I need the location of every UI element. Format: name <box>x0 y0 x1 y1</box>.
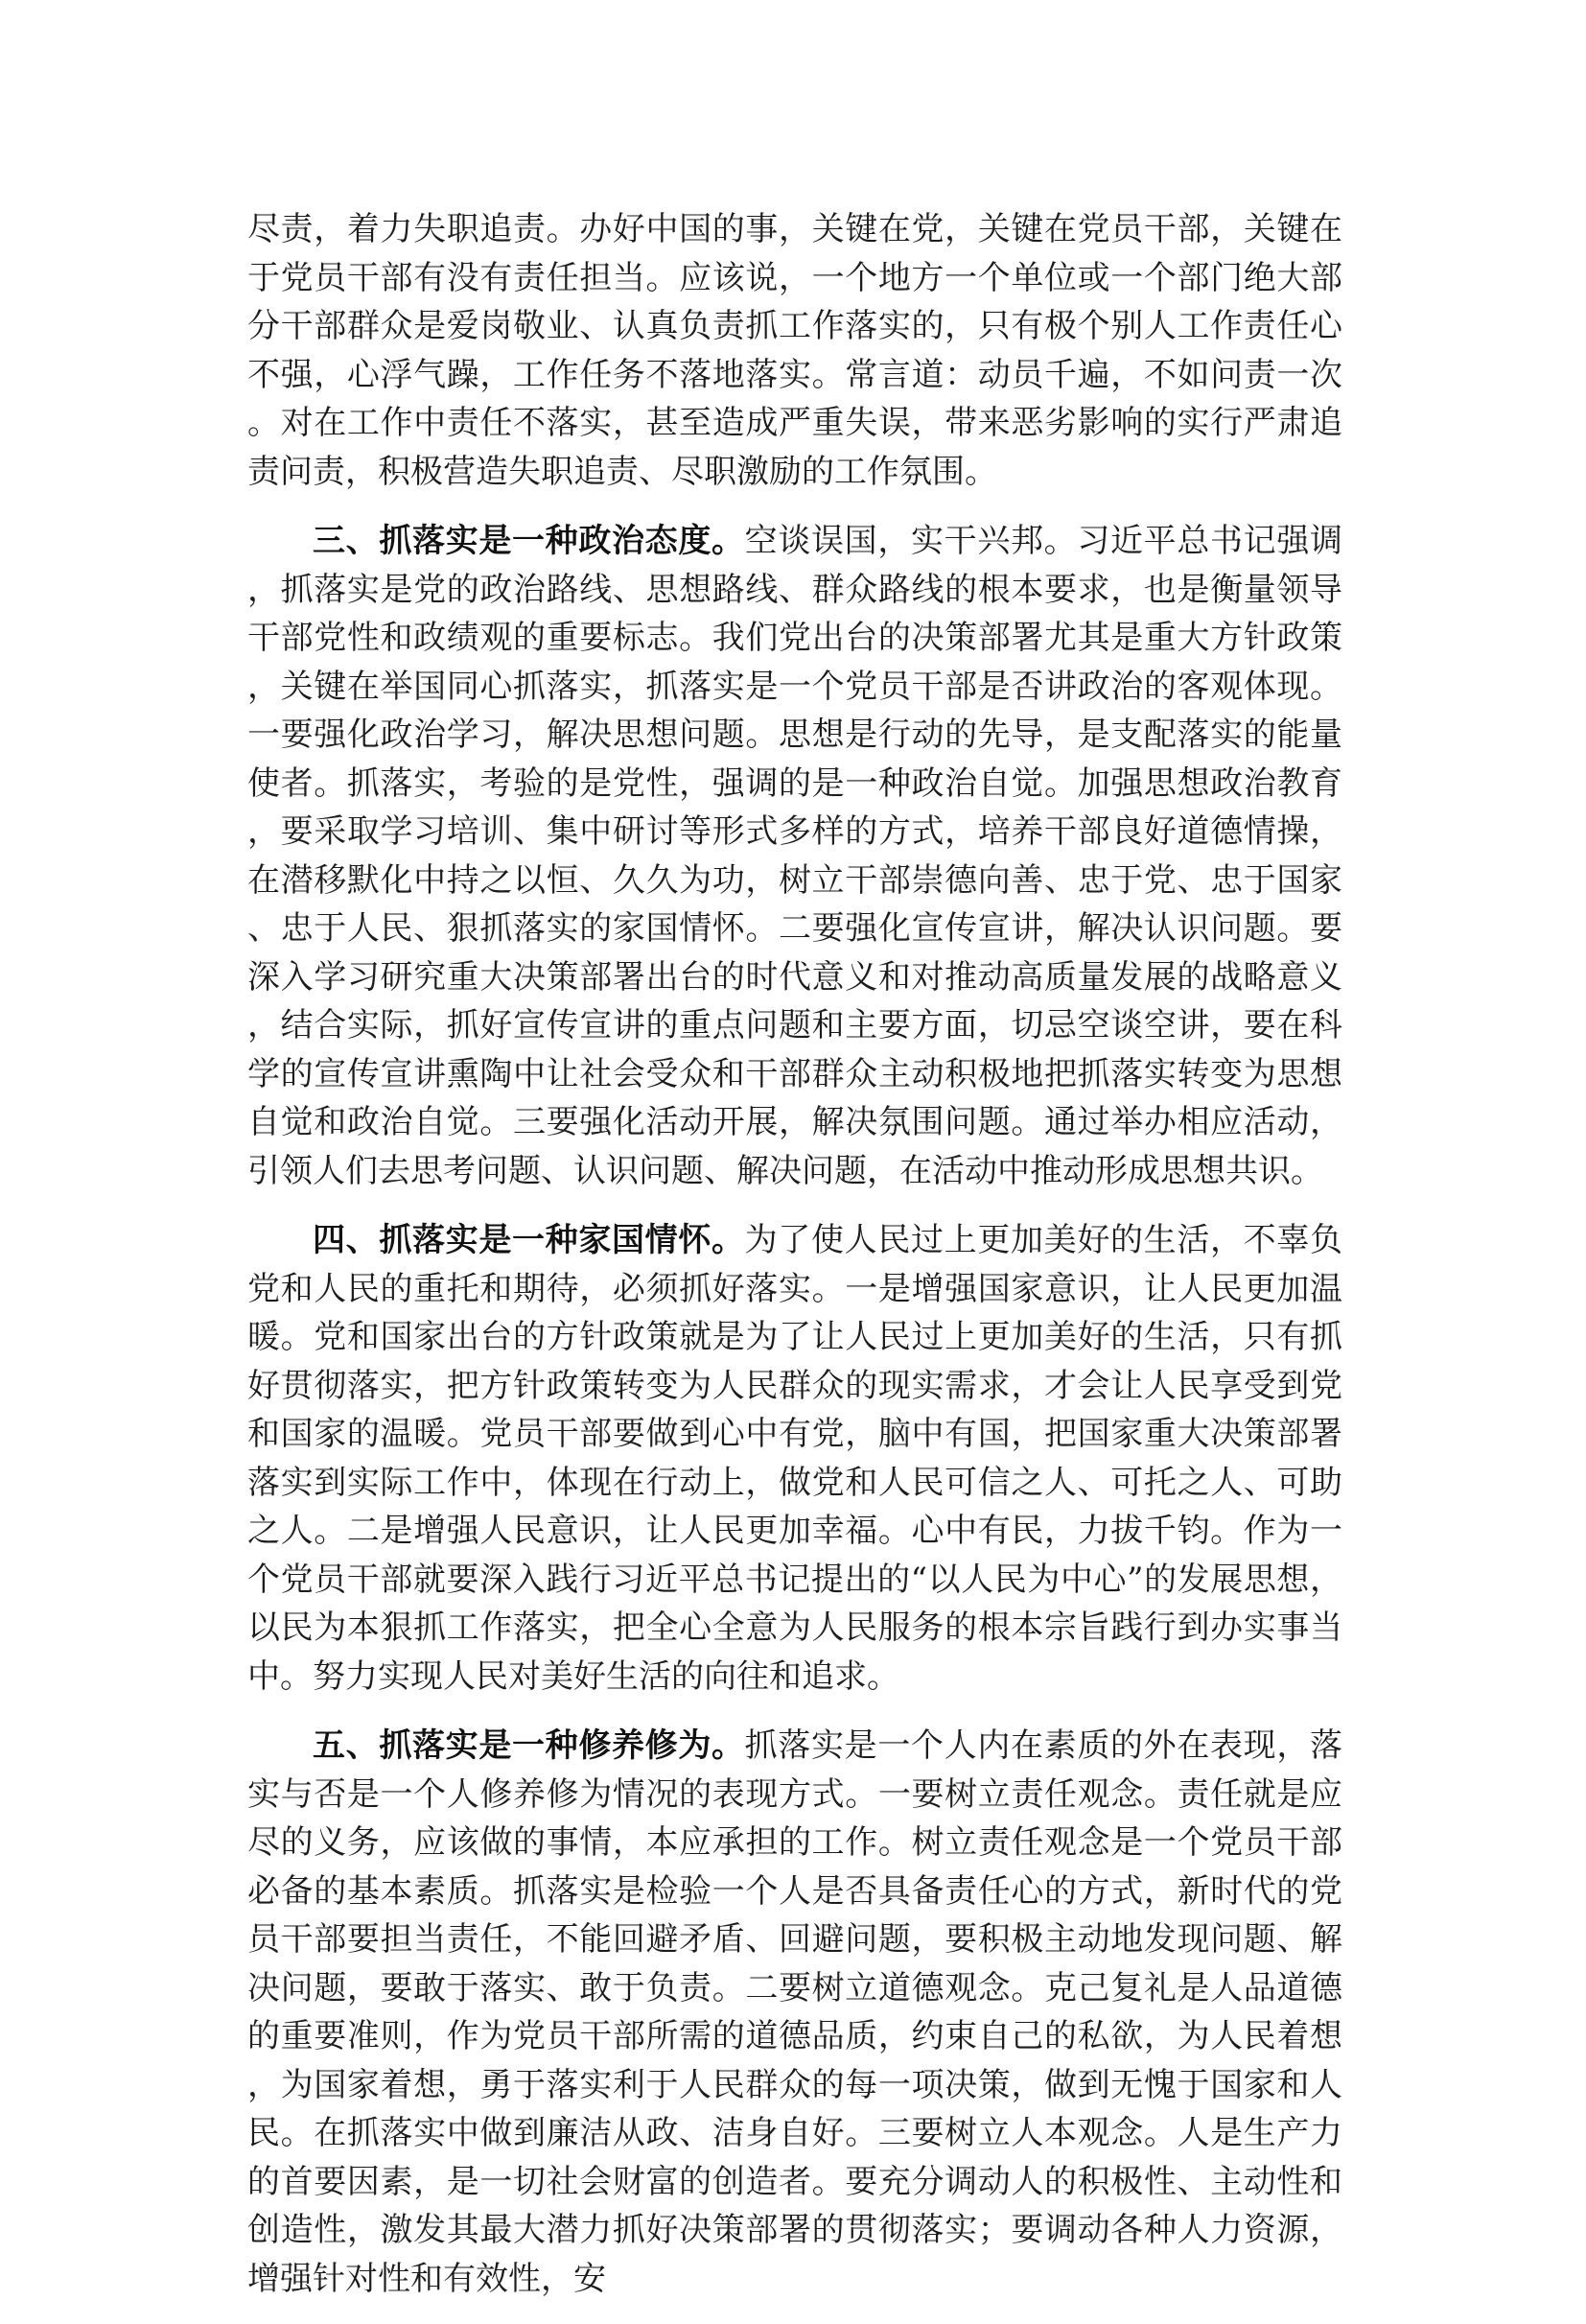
paragraph-text: 尽责，着力失职追责。办好中国的事，关键在党，关键在党员干部，关键在于党员干部有没有责任担当。应该说，一个地方一个单位或一个部门绝大部分干部群众是爱岗敬业、认真负责抓工作落实的，只有极个别人工作责任心不强，心浮气躁，工作任务不落地落实。常言道：动员千遍，不如问责一次。对在工作中责任不落实，甚至造成严重失误，带来恶劣影响的实行严肃追责问责，积极营造失职追责、尽职激励的工作氛围。 <box>247 210 1342 491</box>
section-heading: 三、抓落实是一种政治态度。 <box>313 522 745 560</box>
section-heading: 四、抓落实是一种家国情怀。 <box>313 1221 745 1259</box>
paragraph-text: 抓落实是一个人内在素质的外在表现，落实与否是一个人修养修为情况的表现方式。一要树立责任观念。责任就是应尽的义务，应该做的事情，本应承担的工作。树立责任观念是一个党员干部必备的基本素质。抓落实是检验一个人是否具备责任心的方式，新时代的党员干部要担当责任，不能回避矛盾、回避问题，要积极主动地发现问题、解决问题，要敢于落实、敢于负责。二要树立道德观念。克己复礼是人品道德的重要准则，作为党员干部所需的道德品质，约束自己的私欲，为人民着想，为国家着想，勇于落实利于人民群众的每一项决策，做到无愧于国家和人民。在抓落实中做到廉洁从政、洁身自好。三要树立人本观念。人是生产力的首要因素，是一切社会财富的创造者。要充分调动人的积极性、主动性和创造性，激发其最大潜力抓好决策部署的贯彻落实；要调动各种人力资源，增强针对性和有效性，安 <box>247 1726 1343 2298</box>
paragraph-section-5 <box>247 1722 1342 2303</box>
document-body <box>247 205 1342 2324</box>
paragraph-text: 为了使人民过上更加美好的生活，不辜负党和人民的重托和期待，必须抓好落实。一是增强国家意识，让人民更加温暖。党和国家出台的方针政策就是为了让人民过上更加美好的生活，只有抓好贯彻落实，把方针政策转变为人民群众的现实需求，才会让人民享受到党和国家的温暖。党员干部要做到心中有党，脑中有国，把国家重大决策部署落实到实际工作中，体现在行动上，做党和人民可信之人、可托之人、可助之人。二是增强人民意识，让人民更加幸福。心中有民，力拔千钧。作为一个党员干部就要深入践行习近平总书记提出的“以人民为中心”的发展思想，以民为本狠抓工作落实，把全心全意为人民服务的根本宗旨践行到办实事当中。努力实现人民对美好生活的向往和追求。 <box>247 1221 1343 1696</box>
paragraph-section-4 <box>247 1216 1342 1701</box>
paragraph-continuation <box>247 205 1342 496</box>
section-heading: 五、抓落实是一种修养修为。 <box>313 1726 745 1765</box>
paragraph-section-3 <box>247 517 1342 1195</box>
paragraph-text: 空谈误国，实干兴邦。习近平总书记强调，抓落实是党的政治路线、思想路线、群众路线的根本要求，也是衡量领导干部党性和政绩观的重要标志。我们党出台的决策部署尤其是重大方针政策，关键在举国同心抓落实，抓落实是一个党员干部是否讲政治的客观体现。一要强化政治学习，解决思想问题。思想是行动的先导，是支配落实的能量使者。抓落实，考验的是党性，强调的是一种政治自觉。加强思想政治教育，要采取学习培训、集中研讨等形式多样的方式，培养干部良好道德情操，在潜移默化中持之以恒、久久为功，树立干部崇德向善、忠于党、忠于国家、忠于人民、狠抓落实的家国情怀。二要强化宣传宣讲，解决认识问题。要深入学习研究重大决策部署出台的时代意义和对推动高质量发展的战略意义，结合实际，抓好宣传宣讲的重点问题和主要方面，切忌空谈空讲，要在科学的宣传宣讲熏陶中让社会受众和干部群众主动积极地把抓落实转变为思想自觉和政治自觉。三要强化活动开展，解决氛围问题。通过举办相应活动，引领人们去思考问题、认识问题、解决问题，在活动中推动形成思想共识。 <box>247 522 1343 1190</box>
